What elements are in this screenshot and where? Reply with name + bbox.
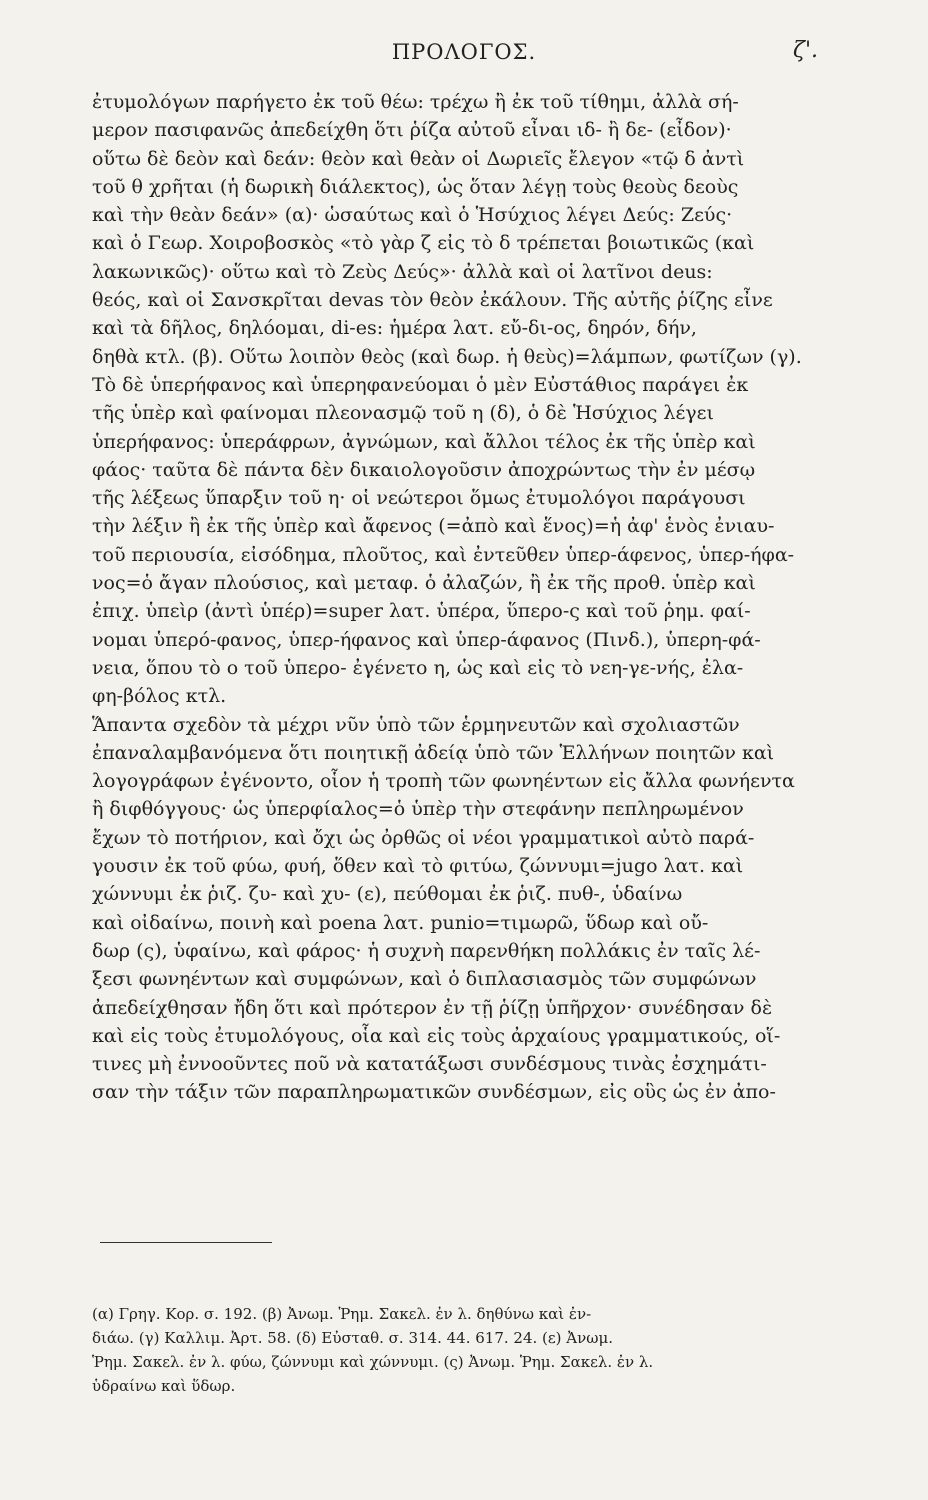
- text-line: γουσιν ἐκ τοῦ φύω, φυή, ὅθεν καὶ τὸ φιτύω, ζώννυμι=jugo λατ. καὶ: [92, 855, 744, 878]
- text-line: καὶ ὁ Γεωρ. Χοιροβοσκὸς «τὸ γὰρ ζ εἰς τὸ δ τρέπεται βοιωτικῶς (καὶ: [92, 232, 755, 255]
- text-line: ἔχων τὸ ποτήριον, καὶ ὄχι ὡς ὀρθῶς οἱ νέοι γραμματικοὶ αὐτὸ παρά-: [92, 826, 755, 849]
- footnote-line: διάω. (γ) Καλλιμ. Ἀρτ. 58. (δ) Εὐσταθ. σ. 314. 44. 617. 24. (ε) Ἀνωμ.: [92, 1329, 613, 1347]
- footnote-line: ὑδραίνω καὶ ὕδωρ.: [92, 1377, 236, 1395]
- text-line: νος=ὁ ἄγαν πλούσιος, καὶ μεταφ. ὁ ἀλαζών, ἢ ἐκ τῆς προθ. ὑπὲρ καὶ: [92, 572, 756, 595]
- text-line: τοῦ περιουσία, εἰσόδημα, πλοῦτος, καὶ ἐντεῦθεν ὑπερ-άφενος, ὑπερ-ήφα-: [92, 543, 795, 566]
- page-number: ζ'.: [793, 38, 818, 63]
- text-line: καὶ οἰδαίνω, ποινὴ καὶ poena λατ. punio=τιμωρῶ, ὕδωρ καὶ οὔ-: [92, 911, 709, 934]
- text-line: θεός, καὶ οἱ Σανσκρῖται devas τὸν θεὸν ἐκάλουν. Τῆς αὐτῆς ῥίζης εἶνε: [92, 289, 773, 312]
- footnotes: [92, 1302, 822, 1398]
- text-line: φη-βόλος κτλ.: [92, 685, 227, 708]
- text-line: δηθὰ κτλ. (β). Οὕτω λοιπὸν θεὸς (καὶ δωρ. ἡ θεὺς)=λάμπων, φωτίζων (γ).: [92, 345, 802, 368]
- text-line: δωρ (ς), ὑφαίνω, καὶ φάρος· ἡ συχνὴ παρενθήκη πολλάκις ἐν ταῖς λέ-: [92, 939, 761, 962]
- text-line: οὕτω δὲ δεὸν καὶ δεάν: θεὸν καὶ θεὰν οἱ Δωριεῖς ἔλεγον «τῷ δ ἀντὶ: [92, 147, 745, 170]
- footnote-line: (α) Γρηγ. Κορ. σ. 192. (β) Ἀνωμ. Ῥημ. Σακελ. ἐν λ. δηθύνω καὶ ἐν-: [92, 1305, 592, 1323]
- text-line: λακωνικῶς)· οὕτω καὶ τὸ Ζεὺς Δεύς»· ἀλλὰ καὶ οἱ λατῖνοι deus:: [92, 260, 713, 283]
- text-line: ὑπερήφανος: ὑπεράφρων, ἀγνώμων, καὶ ἄλλοι τέλος ἐκ τῆς ὑπὲρ καὶ: [92, 430, 756, 453]
- text-line: σαν τὴν τάξιν τῶν παραπληρωματικῶν συνδέσμων, εἰς οὓς ὡς ἐν ἀπο-: [92, 1081, 776, 1104]
- text-line: καὶ τὴν θεὰν δεάν» (α)· ὡσαύτως καὶ ὁ Ἡσύχιος λέγει Δεύς: Ζεύς·: [92, 204, 733, 227]
- text-line: τὴν λέξιν ἢ ἐκ τῆς ὑπὲρ καὶ ἄφενος (=ἀπὸ καὶ ἕνος)=ἡ ἀφ' ἑνὸς ἐνιαυ-: [92, 515, 775, 538]
- text-line: λογογράφων ἐγένοντο, οἷον ἡ τροπὴ τῶν φωνηέντων εἰς ἄλλα φωνήεντα: [92, 770, 795, 793]
- text-line: ἐπαναλαμβανόμενα ὅτι ποιητικῇ ἀδείᾳ ὑπὸ τῶν Ἑλλήνων ποιητῶν καὶ: [92, 741, 775, 764]
- text-line: χώννυμι ἐκ ῥιζ. ζυ- καὶ χυ- (ε), πεύθομαι ἐκ ῥιζ. πυθ-, ὑδαίνω: [92, 883, 683, 906]
- text-line: τινες μὴ ἐννοοῦντες ποῦ νὰ κατατάξωσι συνδέσμους τινὰς ἐσχημάτι-: [92, 1053, 767, 1076]
- text-line: νομαι ὑπερό-φανος, ὑπερ-ήφανος καὶ ὑπερ-άφανος (Πινδ.), ὑπερη-φά-: [92, 628, 761, 651]
- footnote-divider: [100, 1242, 272, 1243]
- text-line: καὶ εἰς τοὺς ἐτυμολόγους, οἷα καὶ εἰς τοὺς ἀρχαίους γραμματικούς, οἵ-: [92, 1024, 781, 1047]
- text-line: Ἅπαντα σχεδὸν τὰ μέχρι νῦν ὑπὸ τῶν ἑρμηνευτῶν καὶ σχολιαστῶν: [92, 713, 740, 736]
- text-line: νεια, ὅπου τὸ ο τοῦ ὑπερο- ἐγένετο η, ὡς καὶ εἰς τὸ νεη-γε-νής, ἐλα-: [92, 656, 744, 679]
- text-line: ἢ διφθόγγους· ὡς ὑπερφίαλος=ὁ ὑπὲρ τὴν στεφάνην πεπληρωμένον: [92, 798, 744, 821]
- text-line: καὶ τὰ δῆλος, δηλόομαι, di-es: ἡμέρα λατ. εὔ-δι-ος, δηρόν, δήν,: [92, 317, 697, 340]
- text-line: ξεσι φωνηέντων καὶ συμφώνων, καὶ ὁ διπλασιασμὸς τῶν συμφώνων: [92, 968, 757, 991]
- text-line: τῆς λέξεως ὕπαρξιν τοῦ η· οἱ νεώτεροι ὅμως ἐτυμολόγοι παράγουσι: [92, 487, 746, 510]
- text-line: Τὸ δὲ ὑπερήφανος καὶ ὑπερηφανεύομαι ὁ μὲν Εὐστάθιος παράγει ἐκ: [92, 373, 749, 396]
- text-line: ἐπιχ. ὑπεὶρ (ἀντὶ ὑπέρ)=super λατ. ὑπέρα, ὕπερο-ς καὶ τοῦ ῥημ. φαί-: [92, 600, 751, 623]
- footnote-line: Ῥημ. Σακελ. ἐν λ. φύω, ζώννυμι καὶ χώννυμι. (ς) Ἀνωμ. Ῥημ. Σακελ. ἐν λ.: [92, 1353, 654, 1371]
- text-line: τοῦ θ χρῆται (ἡ δωρικὴ διάλεκτος), ὡς ὅταν λέγῃ τοὺς θεοὺς δεοὺς: [92, 175, 739, 198]
- running-title: ΠΡΟΛΟΓΟΣ.: [391, 40, 537, 64]
- text-line: τῆς ὑπὲρ καὶ φαίνομαι πλεονασμῷ τοῦ η (δ), ὁ δὲ Ἡσύχιος λέγει: [92, 402, 714, 425]
- text-line: φάος· ταῦτα δὲ πάντα δὲν δικαιολογοῦσιν ἀποχρώντως τὴν ἐν μέσῳ: [92, 458, 756, 481]
- body-text: [92, 88, 822, 1107]
- text-line: μερον πασιφανῶς ἀπεδείχθη ὅτι ῥίζα αὐτοῦ εἶναι ιδ- ἢ δε- (εἶδον)·: [92, 119, 732, 142]
- text-line: ἀπεδείχθησαν ἤδη ὅτι καὶ πρότερον ἐν τῇ ῥίζῃ ὑπῆρχον· συνέδησαν δὲ: [92, 996, 773, 1019]
- text-line: ἐτυμολόγων παρήγετο ἐκ τοῦ θέω: τρέχω ἢ ἐκ τοῦ τίθημι, ἀλλὰ σή-: [92, 91, 739, 113]
